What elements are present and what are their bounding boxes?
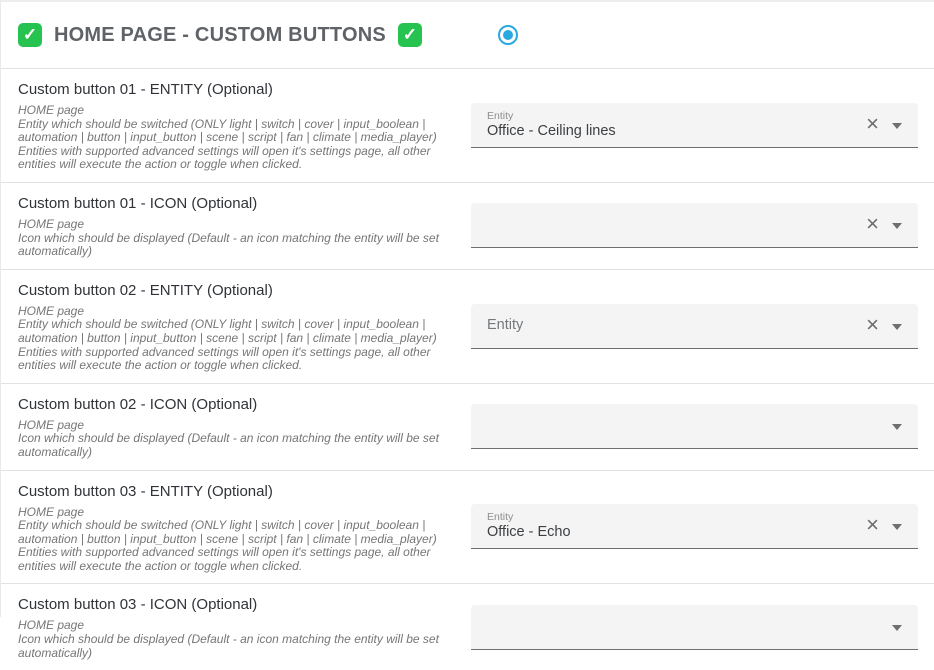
entity-dropdown-button-02[interactable]: [471, 304, 918, 349]
dropdown-value: Office - Ceiling lines: [487, 122, 616, 139]
clear-icon[interactable]: ×: [866, 211, 879, 237]
clear-icon[interactable]: ×: [866, 110, 879, 136]
description-line: Entities with supported advanced settings will open it's settings page, all other entities will execute the action or toggle when clicked.: [18, 143, 431, 172]
dropdown-icons: [866, 211, 908, 237]
section-custom-button-02-entity: [1, 270, 934, 384]
dropdown-floating-label: Entity: [487, 511, 514, 524]
icon-dropdown-button-02[interactable]: [471, 404, 918, 449]
description-line: Entity which should be switched (ONLY light | switch | cover | input_boolean | automation | button | input_button | scene | script | fan | climate | media_player): [18, 317, 437, 345]
entity-dropdown-button-01[interactable]: [471, 103, 918, 148]
description-line: Entity which should be switched (ONLY light | switch | cover | input_boolean | automation | button | input_button | scene | script | fan | climate | media_player): [18, 518, 437, 546]
section-custom-button-01-icon: [1, 183, 934, 270]
chevron-down-icon[interactable]: [892, 223, 902, 229]
description-line: HOME page: [18, 618, 85, 633]
chevron-down-icon[interactable]: [892, 524, 902, 530]
section-heading: Custom button 03 - ENTITY (Optional): [18, 482, 273, 500]
section-description: [18, 619, 457, 660]
dropdown-text: [487, 511, 866, 541]
section-description: [18, 218, 457, 259]
section-description: [18, 305, 457, 373]
radio-button-selected[interactable]: [498, 25, 518, 45]
clear-icon[interactable]: ×: [866, 512, 879, 538]
section-heading: Custom button 01 - ICON (Optional): [18, 194, 258, 212]
description-line: Icon which should be displayed (Default - an icon matching the entity will be set automatically): [18, 632, 439, 660]
dropdown-text: [487, 317, 866, 334]
description-line: Entities with supported advanced settings will open it's settings page, all other entities will execute the action or toggle when clicked.: [18, 545, 431, 573]
chevron-down-icon[interactable]: [892, 625, 902, 631]
section-custom-button-03-icon: [1, 584, 934, 670]
description-line: HOME page: [18, 417, 85, 432]
section-custom-button-02-icon: [1, 384, 934, 471]
icon-dropdown-button-03[interactable]: [471, 605, 918, 650]
chevron-down-icon[interactable]: [892, 324, 902, 330]
section-description: [18, 419, 457, 460]
section-description: [18, 506, 457, 574]
section-heading: Custom button 01 - ENTITY (Optional): [18, 81, 273, 98]
chevron-down-icon[interactable]: [892, 424, 902, 430]
icon-dropdown-button-01[interactable]: [471, 203, 918, 248]
dropdown-icons: [866, 110, 908, 136]
description-line: HOME page: [18, 103, 85, 117]
dropdown-placeholder: Entity: [487, 317, 524, 334]
section-heading: Custom button 02 - ENTITY (Optional): [18, 281, 273, 299]
description-line: HOME page: [18, 303, 85, 318]
description-line: HOME page: [18, 504, 85, 519]
clear-icon[interactable]: ×: [866, 311, 879, 337]
section-custom-button-03-entity: [1, 471, 934, 585]
section-heading: Custom button 03 - ICON (Optional): [18, 596, 258, 614]
description-line: Entity which should be switched (ONLY light | switch | cover | input_boolean | automation | button | input_button | scene | script | fan | climate | media_player): [18, 116, 437, 145]
page-title: HOME PAGE - CUSTOM BUTTONS: [54, 23, 386, 46]
green-checkbox-icon: ✓: [398, 23, 422, 47]
green-checkbox-icon: ✓: [18, 23, 42, 47]
dropdown-text: [487, 110, 866, 140]
chevron-down-icon[interactable]: [892, 123, 902, 129]
page-header: [1, 2, 934, 69]
description-line: Icon which should be displayed (Default - an icon matching the entity will be set automatically): [18, 230, 439, 259]
dropdown-icons: [866, 512, 908, 538]
section-heading: Custom button 02 - ICON (Optional): [18, 395, 258, 413]
dropdown-icons: [886, 422, 908, 430]
description-line: Icon which should be displayed (Default - an icon matching the entity will be set automatically): [18, 431, 439, 459]
section-custom-button-01-entity: [1, 69, 934, 183]
radio-dot-icon: [503, 30, 513, 40]
dropdown-icons: [886, 623, 908, 631]
entity-dropdown-button-03[interactable]: [471, 504, 918, 549]
description-line: Entities with supported advanced settings will open it's settings page, all other entities will execute the action or toggle when clicked.: [18, 344, 431, 373]
section-description: [18, 104, 457, 172]
description-line: HOME page: [18, 216, 85, 231]
dropdown-value: Office - Echo: [487, 524, 571, 541]
dropdown-icons: [866, 311, 908, 337]
dropdown-floating-label: Entity: [487, 109, 514, 122]
